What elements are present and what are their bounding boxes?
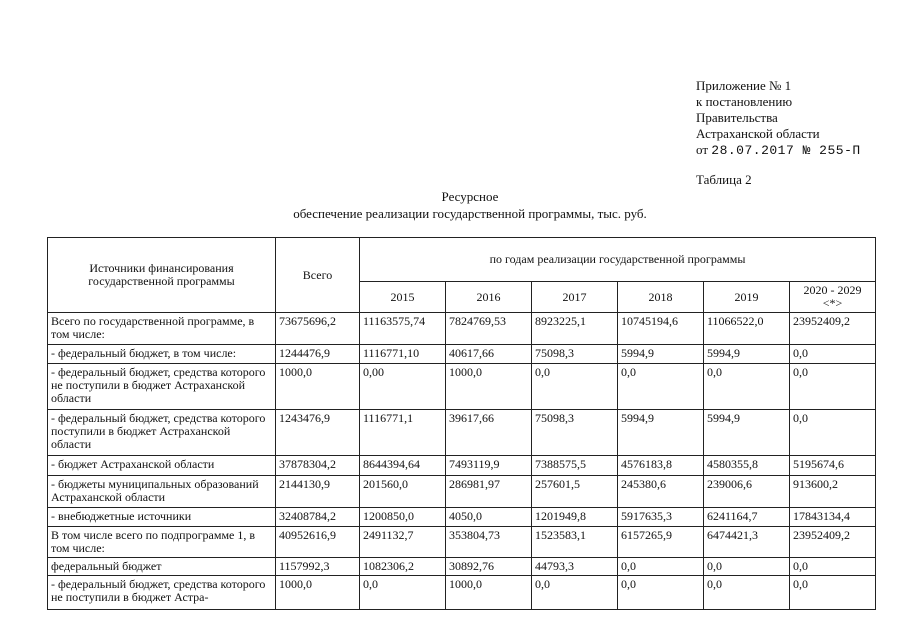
table-row — [48, 456, 876, 476]
resource-table — [47, 237, 876, 610]
row-label: федеральный бюджет — [48, 558, 276, 576]
row-value: 8644394,64 — [360, 456, 446, 476]
row-value: 6157265,9 — [618, 527, 704, 558]
row-value: 4580355,8 — [704, 456, 790, 476]
row-value: 73675696,2 — [276, 313, 360, 345]
annex-line: Приложение № 1 — [696, 78, 792, 93]
header-year: 2018 — [618, 282, 704, 313]
row-value: 0,0 — [360, 576, 446, 610]
table-number: Таблица 2 — [696, 172, 752, 187]
row-value: 0,0 — [704, 558, 790, 576]
row-value: 1116771,10 — [360, 345, 446, 364]
row-value: 1201949,8 — [532, 508, 618, 527]
annex-block — [696, 78, 861, 159]
row-label: - бюджеты муниципальных образований Астраханской области — [48, 476, 276, 508]
row-value: 32408784,2 — [276, 508, 360, 527]
row-label: - федеральный бюджет, в том числе: — [48, 345, 276, 364]
row-value: 6241164,7 — [704, 508, 790, 527]
row-value: 0,0 — [618, 558, 704, 576]
row-value: 17843134,4 — [790, 508, 876, 527]
row-value: 8923225,1 — [532, 313, 618, 345]
row-value: 201560,0 — [360, 476, 446, 508]
header-year: 2019 — [704, 282, 790, 313]
date-prefix: от — [696, 142, 709, 157]
row-value: 11066522,0 — [704, 313, 790, 345]
table-row — [48, 576, 876, 610]
row-value: 0,0 — [790, 558, 876, 576]
row-value: 39617,66 — [446, 410, 532, 456]
row-value: 4050,0 — [446, 508, 532, 527]
row-value: 0,0 — [790, 345, 876, 364]
row-value: 353804,73 — [446, 527, 532, 558]
row-value: 75098,3 — [532, 345, 618, 364]
header-year: 2015 — [360, 282, 446, 313]
row-value: 1200850,0 — [360, 508, 446, 527]
annex-line: к постановлению — [696, 94, 793, 109]
table-row — [48, 476, 876, 508]
table-row — [48, 410, 876, 456]
row-value: 40617,66 — [446, 345, 532, 364]
row-value: 257601,5 — [532, 476, 618, 508]
row-value: 7493119,9 — [446, 456, 532, 476]
row-value: 5994,9 — [704, 345, 790, 364]
row-value: 1244476,9 — [276, 345, 360, 364]
row-value: 0,0 — [618, 364, 704, 410]
row-value: 11163575,74 — [360, 313, 446, 345]
row-label: - внебюджетные источники — [48, 508, 276, 527]
row-value: 75098,3 — [532, 410, 618, 456]
header-year: 2017 — [532, 282, 618, 313]
row-value: 30892,76 — [446, 558, 532, 576]
table-row — [48, 313, 876, 345]
row-value: 0,0 — [532, 576, 618, 610]
row-value: 0,0 — [790, 576, 876, 610]
title-line-1: Ресурсное — [441, 189, 499, 204]
row-label: - бюджет Астраханской области — [48, 456, 276, 476]
title-line-2: обеспечение реализации государственной программы, тыс. руб. — [293, 206, 647, 221]
annex-line: Правительства — [696, 110, 778, 125]
row-value: 2491132,7 — [360, 527, 446, 558]
row-label: В том числе всего по подпрограмме 1, в том числе: — [48, 527, 276, 558]
row-value: 23952409,2 — [790, 527, 876, 558]
row-value: 5994,9 — [704, 410, 790, 456]
header-total: Всего — [276, 238, 360, 313]
date-value: 28.07.2017 № 255-П — [711, 143, 861, 158]
row-value: 245380,6 — [618, 476, 704, 508]
row-value: 1157992,3 — [276, 558, 360, 576]
row-value: 0,0 — [704, 576, 790, 610]
row-value: 5994,9 — [618, 345, 704, 364]
row-value: 10745194,6 — [618, 313, 704, 345]
table-row — [48, 345, 876, 364]
table-row — [48, 508, 876, 527]
row-value: 239006,6 — [704, 476, 790, 508]
row-value: 0,0 — [532, 364, 618, 410]
row-value: 0,0 — [790, 364, 876, 410]
row-value: 1243476,9 — [276, 410, 360, 456]
row-value: 2144130,9 — [276, 476, 360, 508]
row-value: 0,00 — [360, 364, 446, 410]
row-value: 1000,0 — [276, 576, 360, 610]
row-value: 1000,0 — [276, 364, 360, 410]
table-row — [48, 558, 876, 576]
row-value: 5195674,6 — [790, 456, 876, 476]
row-value: 37878304,2 — [276, 456, 360, 476]
row-value: 1000,0 — [446, 576, 532, 610]
row-value: 40952616,9 — [276, 527, 360, 558]
row-value: 5917635,3 — [618, 508, 704, 527]
document-title — [250, 188, 690, 222]
row-value: 0,0 — [790, 410, 876, 456]
row-value: 6474421,3 — [704, 527, 790, 558]
row-value: 7388575,5 — [532, 456, 618, 476]
row-label: Всего по государственной программе, в том числе: — [48, 313, 276, 345]
header-year: 2020 - 2029 <*> — [790, 282, 876, 313]
row-value: 0,0 — [618, 576, 704, 610]
row-value: 1082306,2 — [360, 558, 446, 576]
header-source: Источники финансирования государственной программы — [48, 238, 276, 313]
row-value: 0,0 — [704, 364, 790, 410]
header-year: 2016 — [446, 282, 532, 313]
row-value: 1116771,1 — [360, 410, 446, 456]
row-label: - федеральный бюджет, средства которого поступили в бюджет Астраханской области — [48, 410, 276, 456]
annex-line: Астраханской области — [696, 126, 820, 141]
table-row — [48, 527, 876, 558]
row-value: 913600,2 — [790, 476, 876, 508]
row-label: - федеральный бюджет, средства которого не поступили в бюджет Астра- — [48, 576, 276, 610]
row-value: 1523583,1 — [532, 527, 618, 558]
row-value: 7824769,53 — [446, 313, 532, 345]
row-value: 5994,9 — [618, 410, 704, 456]
row-value: 23952409,2 — [790, 313, 876, 345]
header-years-group: по годам реализации государственной программы — [360, 238, 876, 282]
table-row — [48, 364, 876, 410]
row-label: - федеральный бюджет, средства которого не поступили в бюджет Астраханской области — [48, 364, 276, 410]
row-value: 1000,0 — [446, 364, 532, 410]
row-value: 4576183,8 — [618, 456, 704, 476]
row-value: 286981,97 — [446, 476, 532, 508]
annex-date-line — [696, 142, 861, 159]
row-value: 44793,3 — [532, 558, 618, 576]
